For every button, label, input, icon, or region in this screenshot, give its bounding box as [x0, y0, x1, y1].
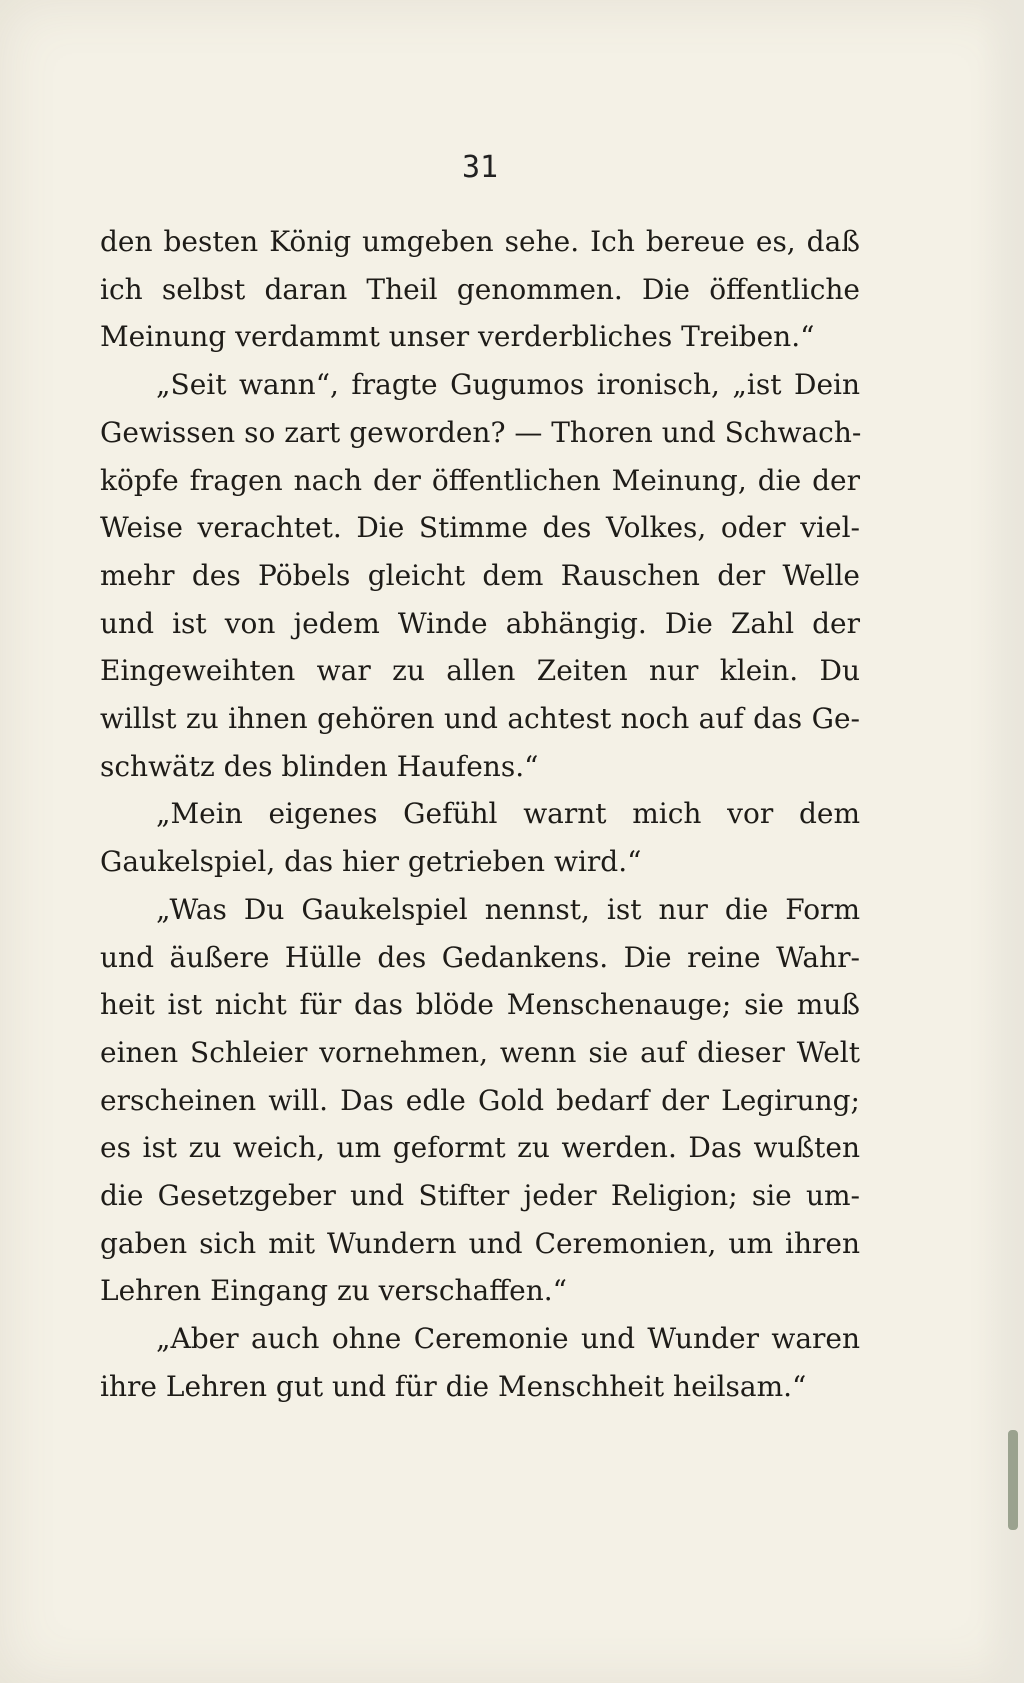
text-line: Meinung verdammt unser verderbliches Treiben.“ [100, 320, 815, 354]
text-line: willst zu ihnen gehören und achtest noch auf das Ge- [100, 702, 860, 736]
text-line: Eingeweihten war zu allen Zeiten nur klein. Du [100, 654, 860, 688]
text-line: die Gesetzgeber und Stifter jeder Religion; sie um- [100, 1179, 860, 1213]
page-edge-stain [1008, 1430, 1018, 1530]
text-line: Gaukelspiel, das hier getrieben wird.“ [100, 845, 642, 879]
text-line: es ist zu weich, um geformt zu werden. Das wußten [100, 1131, 860, 1165]
text-line: „Mein eigenes Gefühl warnt mich vor dem [156, 797, 860, 831]
text-line: köpfe fragen nach der öffentlichen Meinung, die der [100, 463, 860, 497]
body-text [100, 218, 860, 1411]
text-line: „Seit wann“, fragte Gugumos ironisch, „ist Dein [156, 368, 860, 402]
text-line: „Aber auch ohne Ceremonie und Wunder waren [156, 1322, 860, 1356]
text-line: und ist von jedem Winde abhängig. Die Zahl der [100, 606, 860, 640]
text-line: Weise verachtet. Die Stimme des Volkes, oder viel- [100, 511, 860, 545]
text-line: erscheinen will. Das edle Gold bedarf der Legirung; [100, 1083, 860, 1117]
page-number: 31 [461, 150, 499, 185]
text-line: Gewissen so zart geworden? — Thoren und Schwach- [100, 415, 862, 449]
text-line: Lehren Eingang zu verschaffen.“ [100, 1274, 567, 1308]
text-line: ich selbst daran Theil genommen. Die öffentliche [100, 272, 860, 306]
text-line: ihre Lehren gut und für die Menschheit heilsam.“ [100, 1369, 807, 1403]
text-line: einen Schleier vornehmen, wenn sie auf dieser Welt [100, 1035, 860, 1069]
text-line: gaben sich mit Wundern und Ceremonien, um ihren [100, 1226, 860, 1260]
text-line: und äußere Hülle des Gedankens. Die reine Wahr- [100, 940, 860, 974]
text-line: „Was Du Gaukelspiel nennst, ist nur die Form [156, 892, 860, 926]
text-line: mehr des Pöbels gleicht dem Rauschen der Welle [100, 558, 860, 592]
text-line: schwätz des blinden Haufens.“ [100, 749, 539, 783]
text-line: heit ist nicht für das blöde Menschenauge; sie muß [100, 988, 860, 1022]
text-line: den besten König umgeben sehe. Ich bereue es, daß [100, 225, 860, 258]
